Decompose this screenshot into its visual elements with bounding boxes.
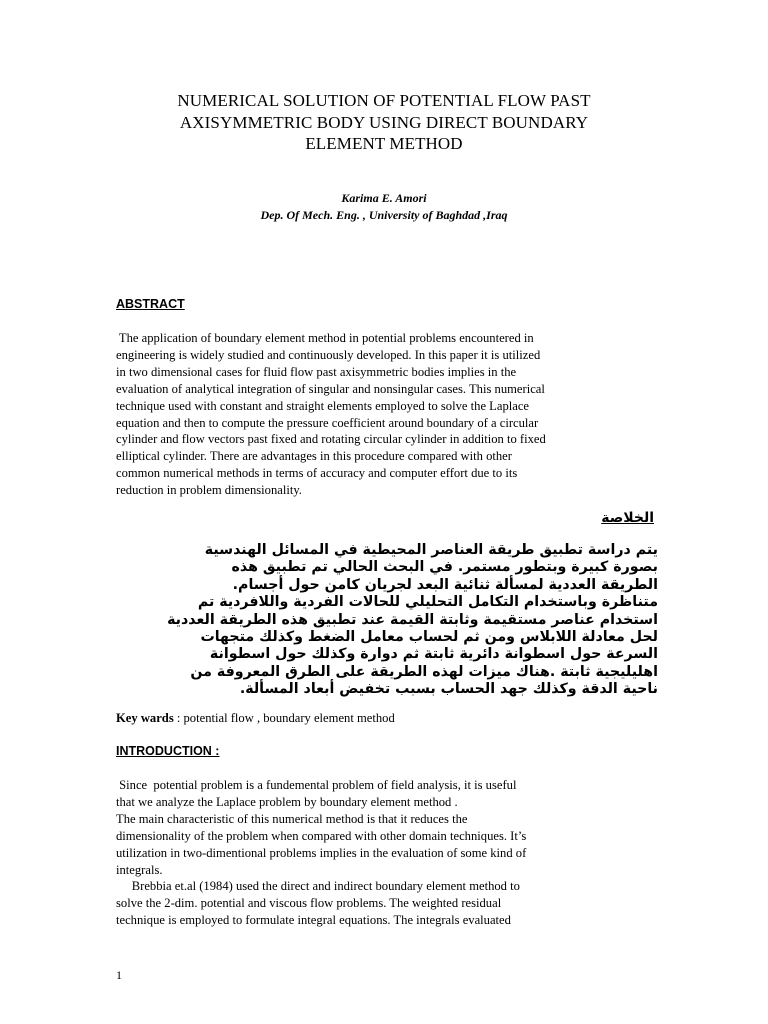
introduction-line: technique is employed to formulate integral equations. The integrals evaluated bbox=[116, 913, 511, 928]
author-block bbox=[100, 190, 668, 224]
abstract-line: The application of boundary element method in potential problems encountered in bbox=[116, 331, 534, 345]
introduction-heading: INTRODUCTION : bbox=[116, 744, 220, 758]
abstract-line: common numerical methods in terms of accuracy and computer effort due to its bbox=[116, 466, 518, 481]
arabic-abstract-line: لحل معادلة اللابلاس ومن ثم لحساب معامل الضغط وكذلك متجهات bbox=[200, 629, 658, 646]
keywords-text: : potential flow , boundary element method bbox=[173, 711, 395, 725]
arabic-abstract-line: الطريقة العددية لمسألة ثنائية البعد لجريان كامن حول أجسام. bbox=[232, 576, 658, 593]
introduction-line: Since potential problem is a fundemental problem of field analysis, it is useful bbox=[116, 778, 517, 792]
introduction-line: utilization in two-dimentional problems implies in the evaluation of some kind of bbox=[116, 845, 527, 860]
abstract-line: evaluation of analytical integration of singular and nonsingular cases. This numerical bbox=[116, 381, 545, 396]
introduction-body bbox=[116, 777, 656, 929]
arabic-abstract-line: يتم دراسة تطبيق طريقة العناصر المحيطية في المسائل الهندسية bbox=[204, 542, 658, 558]
arabic-abstract-line: بصورة كبيرة وبتطور مستمر. في البحث الحالي تم تطبيق هذه bbox=[231, 559, 658, 576]
author-affiliation: Dep. Of Mech. Eng. , University of Baghdad ,Iraq bbox=[260, 208, 508, 222]
arabic-abstract-line: ناحية الدقة وكذلك جهد الحساب بسبب تخفيض أبعاد المسألة. bbox=[239, 681, 658, 698]
arabic-abstract-line: متناظرة وباستخدام التكامل التحليلي للحالات الفردية واللافردية تم bbox=[197, 594, 658, 611]
arabic-abstract-body bbox=[110, 542, 658, 699]
arabic-abstract-line: اهليليجية ثابتة .هناك ميزات لهذه الطريقة على الطرق المعروفة من bbox=[190, 663, 658, 680]
abstract-line: equation and then to compute the pressure coefficient around boundary of a circular bbox=[116, 415, 539, 430]
abstract-heading: ABSTRACT bbox=[116, 297, 185, 311]
title-line: AXISYMMETRIC BODY USING DIRECT BOUNDARY bbox=[179, 112, 589, 132]
author-name: Karima E. Amori bbox=[341, 191, 427, 205]
introduction-line: that we analyze the Laplace problem by boundary element method . bbox=[116, 794, 458, 809]
abstract-line: reduction in problem dimensionality. bbox=[116, 483, 302, 498]
paper-title bbox=[100, 90, 668, 155]
introduction-line: Brebbia et.al (1984) used the direct and indirect boundary element method to bbox=[116, 879, 520, 894]
abstract-line: engineering is widely studied and continuously developed. In this paper it is utilized bbox=[116, 347, 541, 362]
introduction-line: dimensionality of the problem when compared with other domain techniques. It’s bbox=[116, 828, 527, 843]
abstract-line: in two dimensional cases for fluid flow past axisymmetric bodies implies in the bbox=[116, 364, 517, 379]
page-number: 1 bbox=[116, 968, 122, 982]
title-line: NUMERICAL SOLUTION OF POTENTIAL FLOW PAST bbox=[177, 91, 591, 110]
arabic-abstract-heading: الخلاصة bbox=[601, 510, 654, 526]
abstract-body bbox=[116, 330, 656, 499]
introduction-line: The main characteristic of this numerical method is that it reduces the bbox=[116, 811, 468, 826]
arabic-abstract-line: السرعة حول اسطوانة دائرية ثابتة ثم دوارة وكذلك حول اسطوانة bbox=[209, 646, 658, 663]
title-line: ELEMENT METHOD bbox=[305, 134, 463, 153]
keywords bbox=[116, 710, 656, 727]
introduction-line: integrals. bbox=[116, 862, 163, 877]
abstract-line: technique used with constant and straight elements employed to solve the Laplace bbox=[116, 398, 530, 413]
introduction-line: solve the 2-dim. potential and viscous flow problems. The weighted residual bbox=[116, 896, 502, 911]
arabic-abstract-line: استخدام عناصر مستقيمة وثابتة القيمة عند تطبيق هذه الطريقة العددية bbox=[167, 611, 658, 628]
abstract-line: cylinder and flow vectors past fixed and rotating circular cylinder in addition to fixed bbox=[116, 432, 546, 447]
keywords-label: Key wards bbox=[116, 711, 174, 725]
abstract-line: elliptical cylinder. There are advantages in this procedure compared with other bbox=[116, 449, 512, 464]
